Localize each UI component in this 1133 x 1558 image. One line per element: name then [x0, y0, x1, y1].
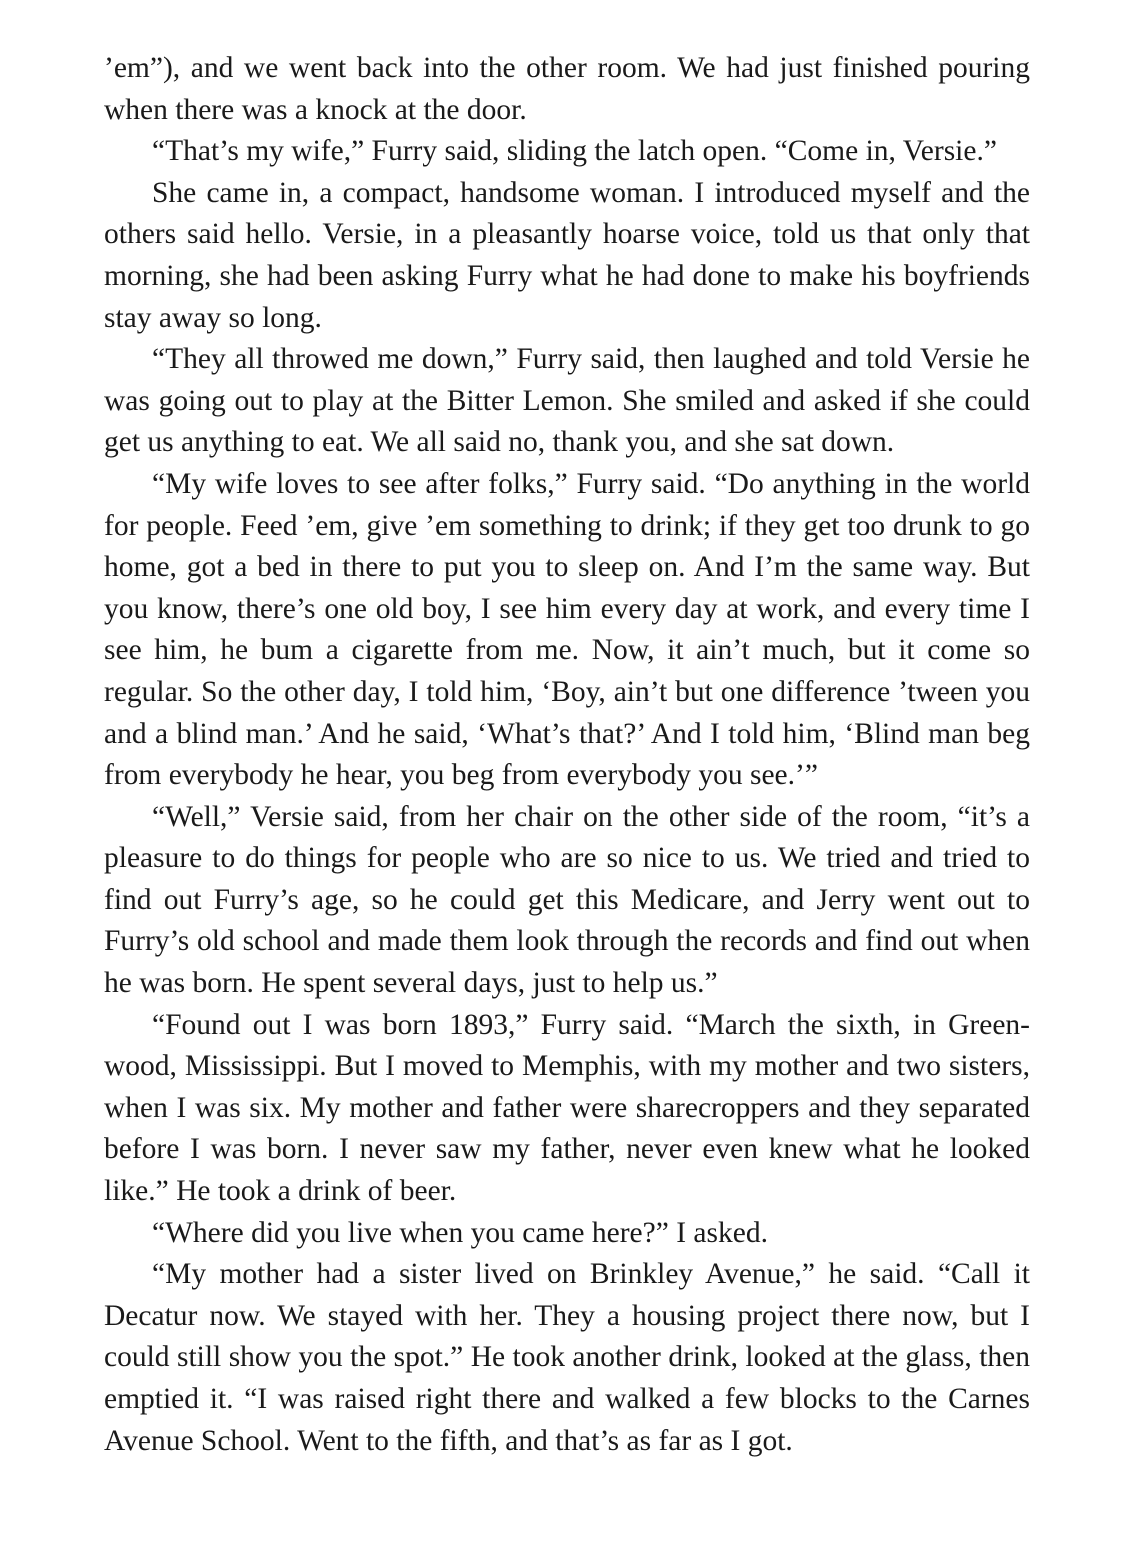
- paragraph-7: “Found out I was born 1893,” Furry said. “March the sixth, in Greenwood, Mississippi. But I moved to Memphis, with my mother and two sisters, when I was six. My mother and father were sharecroppers and they separated before I was born. I never saw my father, never even knew what he looked like.” He took a drink of beer.: [104, 1008, 1030, 1208]
- paragraph-6: “Well,” Versie said, from her chair on the other side of the room, “it’s a pleasure to do things for people who are so nice to us. We tried and tried to find out Furry’s age, so he could get this Medicare, and Jerry went out to Furry’s old school and made them look through the records and find out when he was born. He spent several days, just to help us.”: [104, 800, 1030, 1000]
- paragraph-9: “My mother had a sister lived on Brinkley Avenue,” he said. “Call it Decatur now. We stayed with her. They a housing project there now, but I could still show you the spot.” He took another drink, looked at the glass, then emptied it. “I was raised right there and walked a few blocks to the Carnes Avenue School. Went to the fifth, and that’s as far as I got.: [104, 1258, 1030, 1457]
- paragraph-8: “Where did you live when you came here?” I asked.: [152, 1216, 768, 1249]
- paragraph-2: “That’s my wife,” Furry said, sliding the latch open. “Come in, Versie.”: [152, 135, 997, 168]
- paragraph-5: “My wife loves to see after folks,” Furry said. “Do anything in the world for people. Feed ’em, give ’em something to drink; if they get too drunk to go home, got a bed in there to put you to sleep on. And I’m the same way. But you know, there’s one old boy, I see him every day at work, and every time I see him, he bum a cigarette from me. Now, it ain’t much, but it come so regular. So the other day, I told him, ‘Boy, ain’t but one difference ’tween you and a blind man.’ And he said, ‘What’s that?’ And I told him, ‘Blind man beg from everybody he hear, you beg from everybody you see.’”: [104, 467, 1030, 792]
- paragraph-4: “They all throwed me down,” Furry said, then laughed and told Versie he was going out to play at the Bitter Lemon. She smiled and asked if she could get us anything to eat. We all said no, thank you, and she sat down.: [104, 343, 1030, 459]
- paragraph-1: ’em”), and we went back into the other room. We had just finished pouring when there was a knock at the door.: [104, 52, 1030, 126]
- page-body: [104, 48, 1030, 1462]
- paragraph-3: She came in, a compact, handsome woman. I introduced myself and the others said hello. Versie, in a pleasantly hoarse voice, told us that only that morning, she had been asking Furry what he had done to make his boyfriends stay away so long.: [104, 176, 1030, 334]
